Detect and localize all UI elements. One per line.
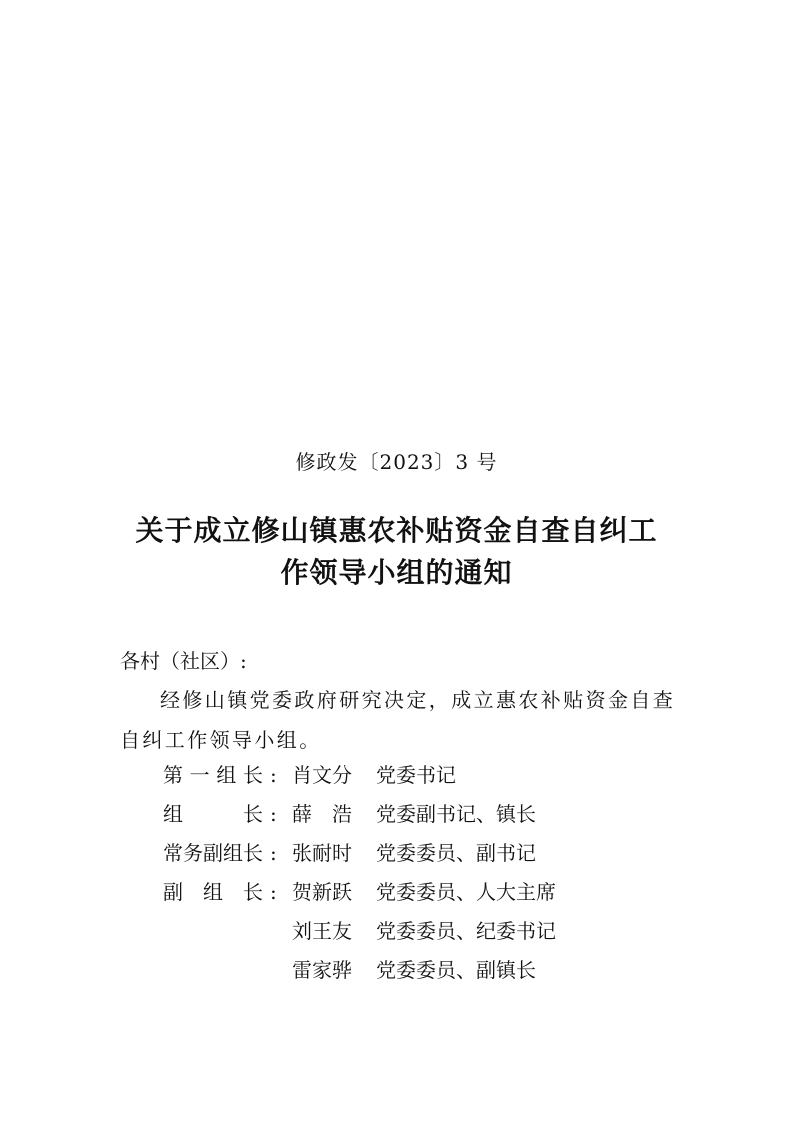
salutation: 各村（社区）: [120, 649, 247, 673]
member-role [163, 877, 263, 907]
role-char: 组 [163, 802, 183, 826]
role-colon: : [270, 802, 277, 826]
member-name: 雷家骅 [292, 958, 352, 982]
member-post: 党委委员、纪委书记 [376, 919, 556, 943]
role-char: 组 [216, 763, 237, 787]
role-char: 副 [163, 880, 183, 904]
role-colon: : [270, 763, 277, 787]
role-char: 长 [242, 763, 263, 787]
member-name: 刘王友 [292, 919, 352, 943]
document-title [80, 510, 713, 594]
member-post: 党委书记 [376, 763, 456, 787]
role-char: 一 [189, 763, 210, 787]
member-post: 党委委员、人大主席 [376, 880, 556, 904]
member-name: 肖文分 [292, 763, 352, 787]
body-paragraph: 经修山镇党委政府研究决定，成立惠农补贴资金自查自纠工作领导小组。 [120, 688, 676, 752]
document-number: 修政发〔2023〕3 号 [295, 450, 498, 474]
member-name: 贺新跃 [292, 880, 352, 904]
member-name: 薛 浩 [292, 802, 352, 826]
member-role [163, 799, 263, 829]
role-colon: : [270, 880, 277, 904]
role-char: 长 [243, 802, 263, 826]
member-post: 党委委员、副镇长 [376, 958, 536, 982]
role-colon: : [270, 841, 277, 865]
member-post: 党委委员、副书记 [376, 841, 536, 865]
title-line-2: 作领导小组的通知 [280, 556, 513, 589]
role-char: 长 [243, 880, 263, 904]
member-post: 党委副书记、镇长 [376, 802, 536, 826]
member-role: 常务副组长 [163, 841, 263, 865]
title-line-1: 关于成立修山镇惠农补贴资金自查自纠工 [135, 514, 658, 547]
role-char: 第 [163, 763, 183, 787]
member-name: 张耐时 [292, 841, 352, 865]
member-role [163, 760, 263, 790]
role-char: 组 [203, 880, 223, 904]
